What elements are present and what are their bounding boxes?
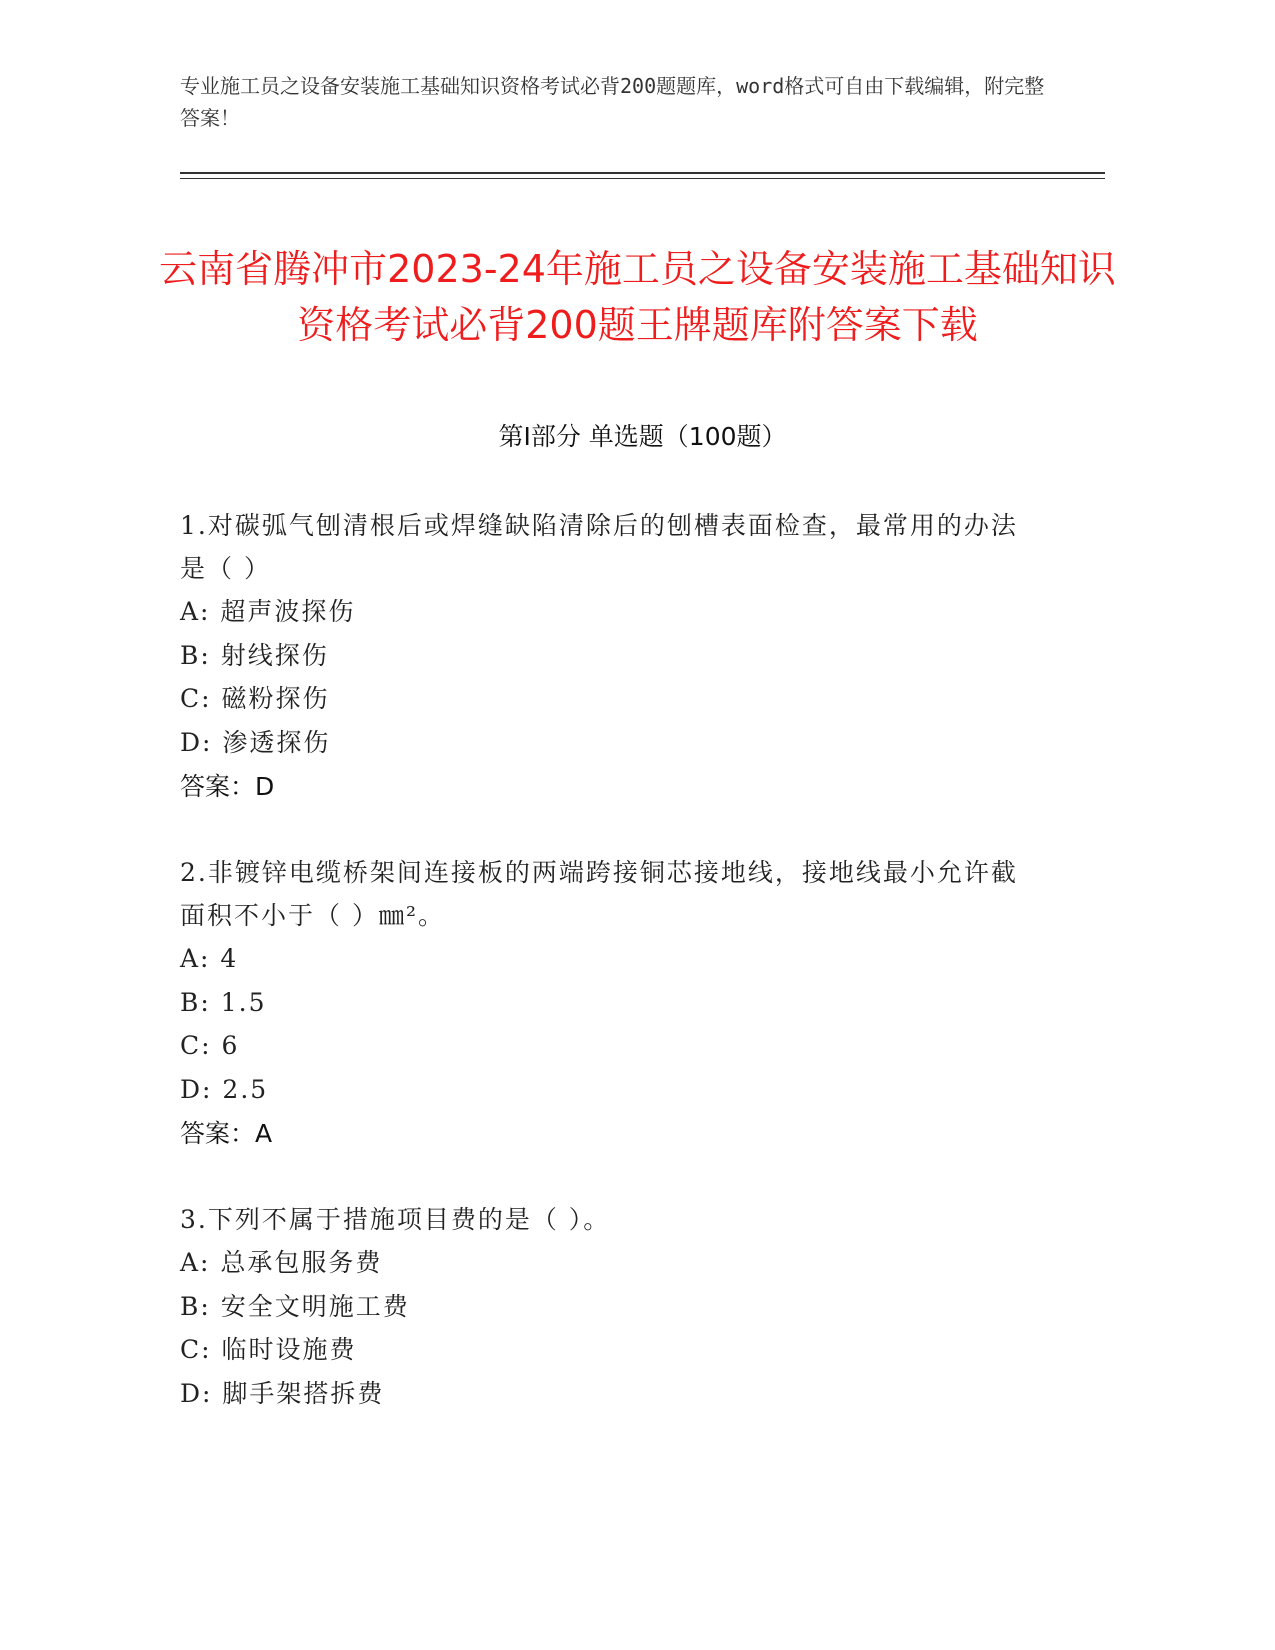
section-heading: 第Ⅰ部分 单选题（100题）	[498, 422, 787, 451]
header-divider-thick	[180, 172, 1105, 174]
option-a: A: 4	[180, 944, 239, 973]
option-c: C: 磁粉探伤	[180, 684, 330, 713]
option-b: B: 1.5	[180, 987, 267, 1017]
question-stem: 3.下列不属于措施项目费的是（ ）。	[180, 1205, 611, 1234]
option-b: B: 安全文明施工费	[180, 1291, 410, 1321]
answer: 答案：D	[180, 772, 275, 801]
option-a: A: 超声波探伤	[180, 597, 356, 626]
option-b: B: 射线探伤	[180, 640, 329, 670]
answer: 答案：A	[180, 1119, 273, 1148]
question-1	[180, 504, 1020, 809]
header-divider-thin	[180, 178, 1105, 179]
question-stem: 1.对碳弧气刨清根后或焊缝缺陷清除后的刨槽表面检查，最常用的办法是（ ）	[180, 511, 1018, 583]
question-stem: 2.非镀锌电缆桥架间连接板的两端跨接铜芯接地线，接地线最小允许截面积不小于（ ）㎜²。	[180, 858, 1018, 930]
option-c: C: 临时设施费	[180, 1335, 357, 1364]
option-d: D: 2.5	[180, 1074, 269, 1104]
option-d: D: 渗透探伤	[180, 727, 331, 757]
header-note: 专业施工员之设备安装施工基础知识资格考试必背200题题库，word格式可自由下载编辑，附完整答案！	[180, 74, 1045, 130]
question-list	[180, 504, 1020, 1457]
document-title: 云南省腾冲市2023-24年施工员之设备安装施工基础知识资格考试必背200题王牌题库附答案下载	[159, 247, 1116, 348]
option-d: D: 脚手架搭拆费	[180, 1378, 385, 1408]
question-3	[180, 1198, 1020, 1415]
question-2	[180, 851, 1020, 1156]
option-a: A: 总承包服务费	[180, 1248, 383, 1277]
option-c: C: 6	[180, 1031, 240, 1060]
